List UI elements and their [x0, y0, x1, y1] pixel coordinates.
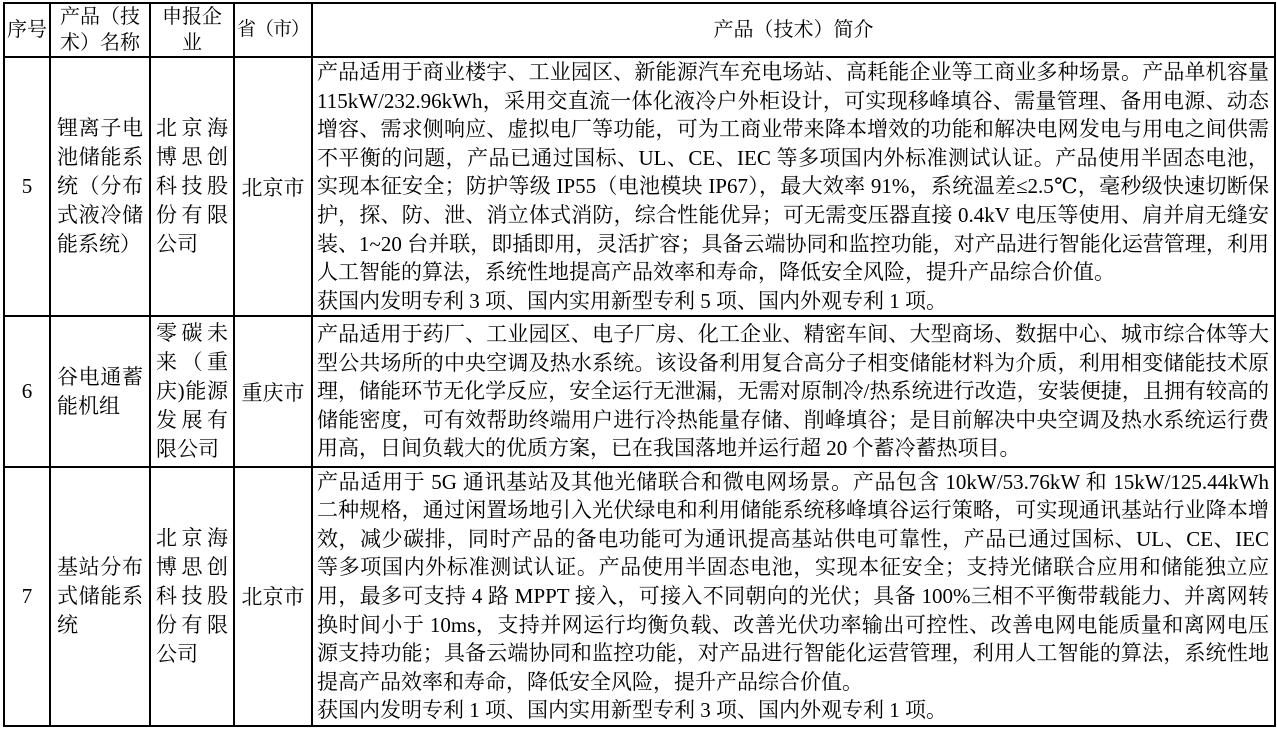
row5-intro [312, 57, 1275, 316]
table-row [4, 467, 1275, 726]
table-row [4, 57, 1275, 316]
row7-intro [312, 467, 1275, 726]
header-intro: 产品（技术）简介 [312, 3, 1275, 57]
header-product-name: 产品（技术）名称 [50, 3, 150, 57]
row7-company: 北京海博思创科技股份有限公司 [150, 467, 234, 726]
row5-patent-line: 获国内发明专利 3 项、国内实用新型专利 5 项、国内外观专利 1 项。 [317, 288, 947, 313]
header-province: 省（市） [234, 3, 312, 57]
row7-intro-paragraph: 产品适用于 5G 通讯基站及其他光储联合和微电网场景。产品包含 10kW/53.76kW 和 15kW/125.44kWh 二种规格，通过闲置场地引入光伏绿电和利用储能系统移峰填谷运行策略，可实现通讯基站行业降本增效，减少碳排，同时产品的备电功能可为通讯提高基站供电可靠性，产品已通过国标、UL、CE、IEC 等多项国内外标准测试认证。产品使用半固态电池，实现本征安全；支持光储联合应用和储能独立应用，最多可支持 4 路 MPPT 接入，可接入不同朝向的光伏；具备 100%三相不平衡带载能力、并离网转换时间小于 10ms，支持并网运行均衡负载、改善光伏功率输出可控性、改善电网电能质量和离网电压源支持功能；具备云端协同和监控功能，对产品进行智能化运营管理，利用人工智能的算法，系统性地提高产品效率和寿命，降低安全风险，提升产品综合价值。 [317, 469, 1269, 694]
row7-province: 北京市 [234, 467, 312, 726]
row6-intro-paragraph: 产品适用于药厂、工业园区、电子厂房、化工企业、精密车间、大型商场、数据中心、城市综合体等大型公共场所的中央空调及热水系统。该设备利用复合高分子相变储能材料为介质，利用相变储能技术原理，储能环节无化学反应，安全运行无泄漏，无需对原制冷/热系统进行改造，安装便捷，且拥有较高的储能密度，可有效帮助终端用户进行冷热能量存储、削峰填谷；是目前解决中央空调及热水系统运行费用高，日间负载大的优质方案，已在我国落地并运行超 20 个蓄冷蓄热项目。 [317, 322, 1269, 461]
row6-product-name: 谷电通蓄能机组 [50, 316, 150, 466]
row7-seq-no: 7 [4, 467, 50, 726]
row5-product-name: 锂离子电池储能系统（分布式液冷储能系统） [50, 57, 150, 316]
table-header-row [4, 3, 1275, 57]
table-row [4, 316, 1275, 466]
row5-company: 北京海博思创科技股份有限公司 [150, 57, 234, 316]
row6-company: 零碳未来（重庆)能源发展有限公司 [150, 316, 234, 466]
approved-products-table [3, 2, 1276, 727]
row6-intro [312, 316, 1275, 466]
header-seq-no: 序号 [4, 3, 50, 57]
row5-intro-paragraph: 产品适用于商业楼宇、工业园区、新能源汽车充电场站、高耗能企业等工商业多种场景。产品单机容量115kW/232.96kWh，采用交直流一体化液冷户外柜设计，可实现移峰填谷、需量管理、备用电源、动态增容、需求侧响应、虚拟电厂等功能，可为工商业带来降本增效的功能和解决电网发电与用电之间供需不平衡的问题，产品已通过国标、UL、CE、IEC 等多项国内外标准测试认证。产品使用半固态电池，实现本征安全；防护等级 IP55（电池模块 IP67），最大效率 91%，系统温差≤2.5℃，毫秒级快速切断保护，探、防、泄、消立体式消防，综合性能优异；可无需变压器直接 0.4kV 电压等使用、肩并肩无缝安装、1~20 台并联，即插即用，灵活扩容；具备云端协同和监控功能，对产品进行智能化运营管理，利用人工智能的算法，系统性地提高产品效率和寿命，降低安全风险，提升产品综合价值。 [317, 60, 1269, 285]
row6-province: 重庆市 [234, 316, 312, 466]
header-company: 申报企业 [150, 3, 234, 57]
row5-province: 北京市 [234, 57, 312, 316]
row7-patent-line: 获国内发明专利 1 项、国内实用新型专利 3 项、国内外观专利 1 项。 [317, 698, 947, 723]
row6-seq-no: 6 [4, 316, 50, 466]
row5-seq-no: 5 [4, 57, 50, 316]
row7-product-name: 基站分布式储能系统 [50, 467, 150, 726]
